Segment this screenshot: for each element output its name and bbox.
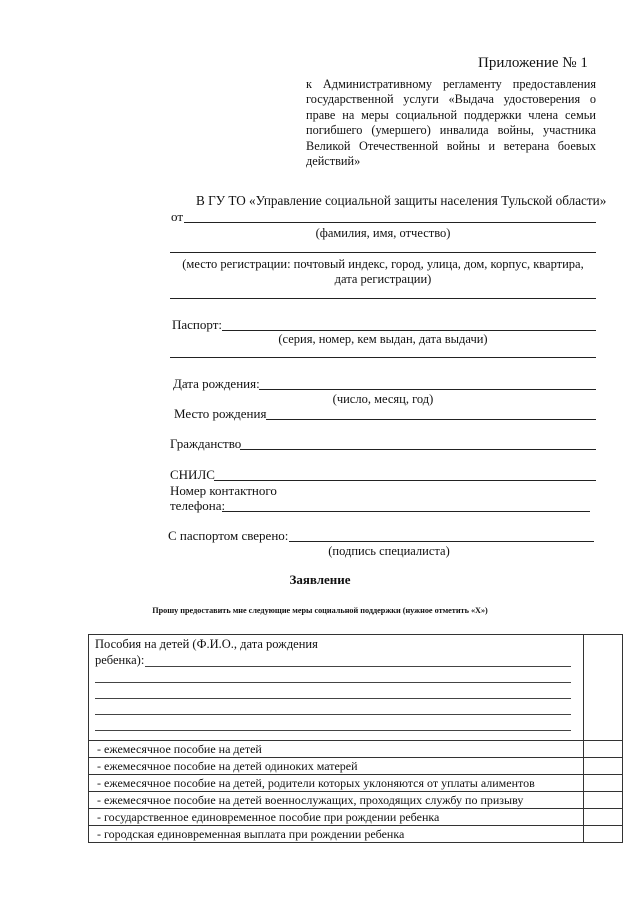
registration-field[interactable] <box>170 252 596 253</box>
passport-field[interactable] <box>222 330 596 331</box>
phone-label: Номер контактного <box>170 483 277 498</box>
registration-hint: (место регистрации: почтовый индекс, город, улица, дом, корпус, квартира, <box>182 257 584 271</box>
appendix-text: к Административному регламенту предоставления государственной услуги «Выдача удостоверения о праве на меры социальной поддержки члена семьи погибшего (умершего) инвалида войны, участника Великой Отечественной войны и ветерана боевых действий» <box>306 77 596 169</box>
checkbox-cell[interactable] <box>584 635 623 741</box>
table-row <box>89 826 623 843</box>
child-entry-line[interactable] <box>95 682 571 683</box>
children-benefits-title-2: ребенка): <box>95 653 145 667</box>
snils-field[interactable] <box>214 480 596 481</box>
benefits-header-row <box>89 635 623 741</box>
checkbox-cell[interactable] <box>584 792 623 809</box>
birth-date-label: Дата рождения: <box>173 376 260 391</box>
benefit-conscripts: - ежемесячное пособие на детей военнослужащих, проходящих службу по призыву <box>89 792 584 809</box>
registration-field-2[interactable] <box>170 298 596 299</box>
checkbox-cell[interactable] <box>584 758 623 775</box>
passport-field-2[interactable] <box>170 357 596 358</box>
recipient: В ГУ ТО «Управление социальной защиты населения Тульской области» <box>196 193 607 208</box>
registration-hint-2: дата регистрации) <box>334 272 432 286</box>
fio-field[interactable] <box>184 222 596 223</box>
appendix-title: Приложение № 1 <box>478 55 588 71</box>
birth-date-hint: (число, месяц, год) <box>332 392 434 406</box>
child-entry-line[interactable] <box>95 730 571 731</box>
birth-place-label: Место рождения <box>174 406 267 421</box>
checkbox-cell[interactable] <box>584 809 623 826</box>
citizenship-field[interactable] <box>240 449 596 450</box>
fio-hint: (фамилия, имя, отчество) <box>315 226 451 240</box>
passport-hint: (серия, номер, кем выдан, дата выдачи) <box>278 332 488 346</box>
verified-label: С паспортом сверено: <box>168 528 289 543</box>
table-row <box>89 792 623 809</box>
checkbox-cell[interactable] <box>584 775 623 792</box>
phone-field[interactable] <box>222 511 590 512</box>
phone-label-2: телефона: <box>170 498 226 513</box>
table-row <box>89 809 623 826</box>
application-heading: Заявление <box>289 572 351 587</box>
checkbox-cell[interactable] <box>584 826 623 843</box>
checkbox-cell[interactable] <box>584 741 623 758</box>
benefits-table <box>88 634 623 843</box>
citizenship-label: Гражданство <box>170 436 242 451</box>
verified-signature-field[interactable] <box>289 541 594 542</box>
table-row <box>89 741 623 758</box>
application-request: Прошу предоставить мне следующие меры социальной поддержки (нужное отметить «Х») <box>152 606 488 615</box>
child-entry-line[interactable] <box>145 666 571 667</box>
child-entry-line[interactable] <box>95 698 571 699</box>
table-row <box>89 758 623 775</box>
benefit-state-birth-lump-sum: - государственное единовременное пособие при рождении ребенка <box>89 809 584 826</box>
children-benefits-title: Пособия на детей (Ф.И.О., дата рождения <box>95 637 318 651</box>
benefit-alimony-evasion: - ежемесячное пособие на детей, родители которых уклоняются от уплаты алиментов <box>89 775 584 792</box>
birth-place-field[interactable] <box>266 419 596 420</box>
snils-label: СНИЛС <box>170 467 215 482</box>
birth-date-field[interactable] <box>259 389 596 390</box>
verified-hint: (подпись специалиста) <box>328 544 450 558</box>
table-row <box>89 775 623 792</box>
passport-label: Паспорт: <box>172 317 223 332</box>
from-label: от <box>171 209 184 224</box>
benefit-monthly-children: - ежемесячное пособие на детей <box>89 741 584 758</box>
children-benefits-cell <box>89 635 584 741</box>
benefit-city-birth-payment: - городская единовременная выплата при рождении ребенка <box>89 826 584 843</box>
child-entry-line[interactable] <box>95 714 571 715</box>
benefit-single-mothers: - ежемесячное пособие на детей одиноких матерей <box>89 758 584 775</box>
